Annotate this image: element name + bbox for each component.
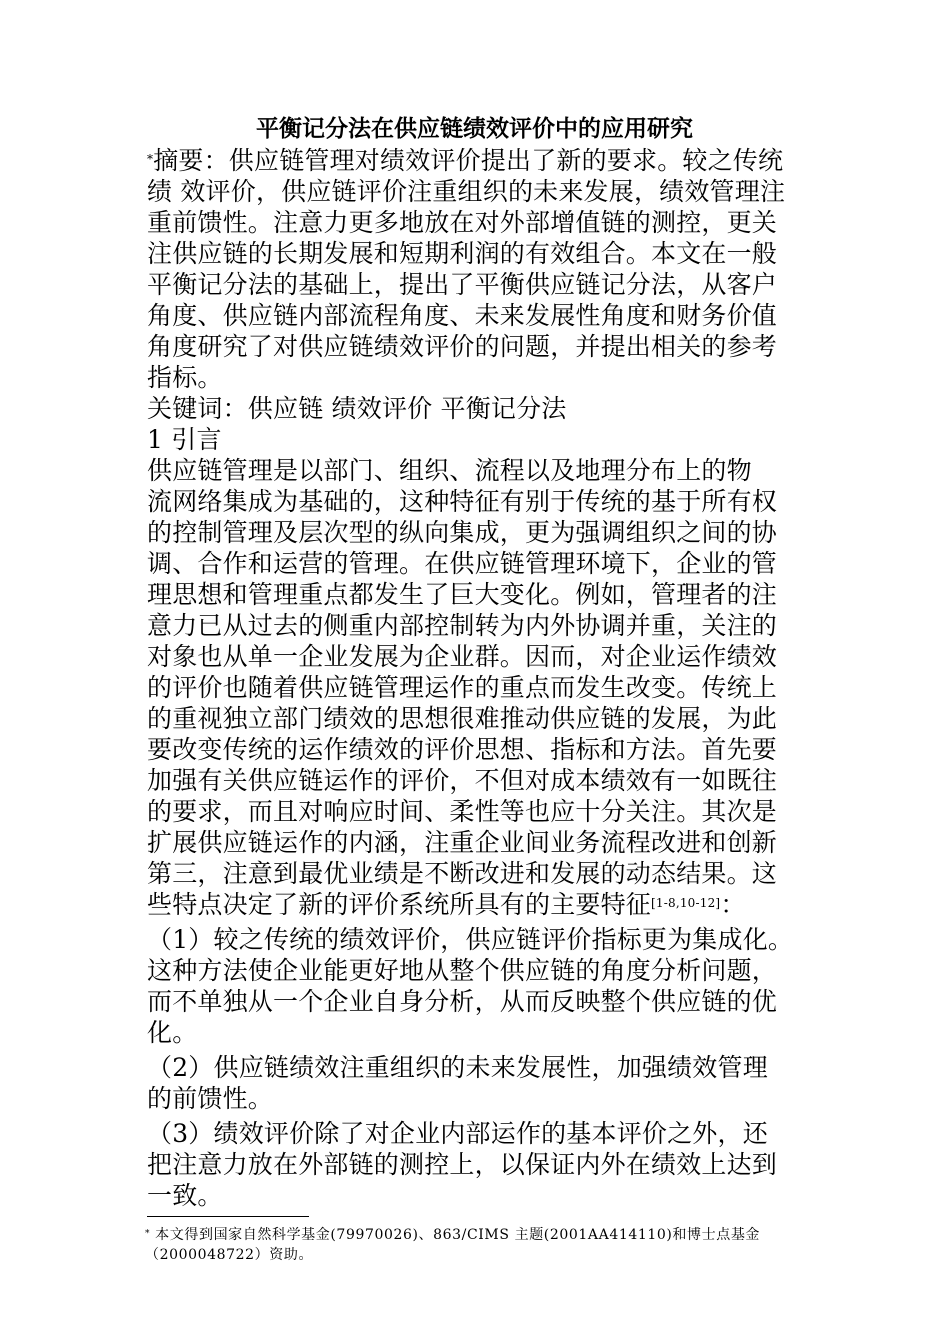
abstract-line-4: 注供应链的长期发展和短期利润的有效组合。本文在一般 <box>147 239 778 268</box>
body-line-12: 的要求，而且对响应时间、柔性等也应十分关注。其次是 <box>147 797 778 826</box>
body-line-9: 的重视独立部门绩效的思想很难推动供应链的发展，为此 <box>147 704 778 733</box>
body-line-5: 理思想和管理重点都发生了巨大变化。例如，管理者的注 <box>147 580 778 609</box>
abstract-line-3: 重前馈性。注意力更多地放在对外部增值链的测控，更关 <box>147 208 778 237</box>
citation: [1-8,10-12] <box>651 896 721 910</box>
body-line-13: 扩展供应链运作的内涵，注重企业间业务流程改进和创新 <box>147 828 778 857</box>
keywords-line: 关键词：供应链 绩效评价 平衡记分法 <box>147 394 567 423</box>
body-line-3: 的控制管理及层次型的纵向集成，更为强调组织之间的协 <box>147 518 778 547</box>
item-1-line-4: 化。 <box>147 1018 198 1047</box>
item-1-line-2: 这种方法使企业能更好地从整个供应链的角度分析问题， <box>147 956 778 985</box>
abstract-line-8: 指标。 <box>147 363 223 392</box>
abstract-marker: * <box>147 152 154 166</box>
item-1-line-1: （1）较之传统的绩效评价，供应链评价指标更为集成化。 <box>147 925 794 954</box>
body-line-11: 加强有关供应链运作的评价，不但对成本绩效有一如既往 <box>147 766 778 795</box>
footnote-line-2: （2000048722）资助。 <box>145 1247 314 1263</box>
body-line-1: 供应链管理是以部门、组织、流程以及地理分布上的物 <box>147 456 752 485</box>
abstract-line-7: 角度研究了对供应链绩效评价的问题，并提出相关的参考 <box>147 332 778 361</box>
body-line-7: 对象也从单一企业发展为企业群。因而，对企业运作绩效 <box>147 642 778 671</box>
item-2-line-2: 的前馈性。 <box>147 1084 274 1113</box>
item-2-line-1: （2）供应链绩效注重组织的未来发展性，加强绩效管理 <box>147 1053 768 1082</box>
footnote-divider <box>147 1216 309 1217</box>
item-1-line-3: 而不单独从一个企业自身分析，从而反映整个供应链的优 <box>147 987 778 1016</box>
body-line-15: 些特点决定了新的评价系统所具有的主要特征[1-8,10-12]： <box>147 890 746 919</box>
section-heading: 1 引言 <box>147 425 222 454</box>
item-3-line-1: （3）绩效评价除了对企业内部运作的基本评价之外，还 <box>147 1119 768 1148</box>
body-line-14: 第三，注意到最优业绩是不断改进和发展的动态结果。这 <box>147 859 778 888</box>
abstract-line-1: *摘要：供应链管理对绩效评价提出了新的要求。较之传统 <box>147 146 784 175</box>
item-3-line-2: 把注意力放在外部链的测控上，以保证内外在绩效上达到 <box>147 1150 778 1179</box>
body-line-4: 调、合作和运营的管理。在供应链管理环境下，企业的管 <box>147 549 778 578</box>
body-line-10: 要改变传统的运作绩效的评价思想、指标和方法。首先要 <box>147 735 778 764</box>
body-line-6: 意力已从过去的侧重内部控制转为内外协调并重，关注的 <box>147 611 778 640</box>
abstract-line-6: 角度、供应链内部流程角度、未来发展性角度和财务价值 <box>147 301 778 330</box>
footnote-marker: * <box>145 1229 151 1239</box>
body-line-8: 的评价也随着供应链管理运作的重点而发生改变。传统上 <box>147 673 778 702</box>
body-line-2: 流网络集成为基础的，这种特征有别于传统的基于所有权 <box>147 487 778 516</box>
item-3-line-3: 一致。 <box>147 1181 223 1210</box>
paper-title: 平衡记分法在供应链绩效评价中的应用研究 <box>256 115 693 142</box>
abstract-line-2: 绩 效评价，供应链评价注重组织的未来发展，绩效管理注 <box>147 177 786 206</box>
abstract-line-5: 平衡记分法的基础上，提出了平衡供应链记分法，从客户 <box>147 270 778 299</box>
footnote-line-1: * 本文得到国家自然科学基金(79970026)、863/CIMS 主题(2001AA414110)和博士点基金 <box>145 1227 761 1243</box>
